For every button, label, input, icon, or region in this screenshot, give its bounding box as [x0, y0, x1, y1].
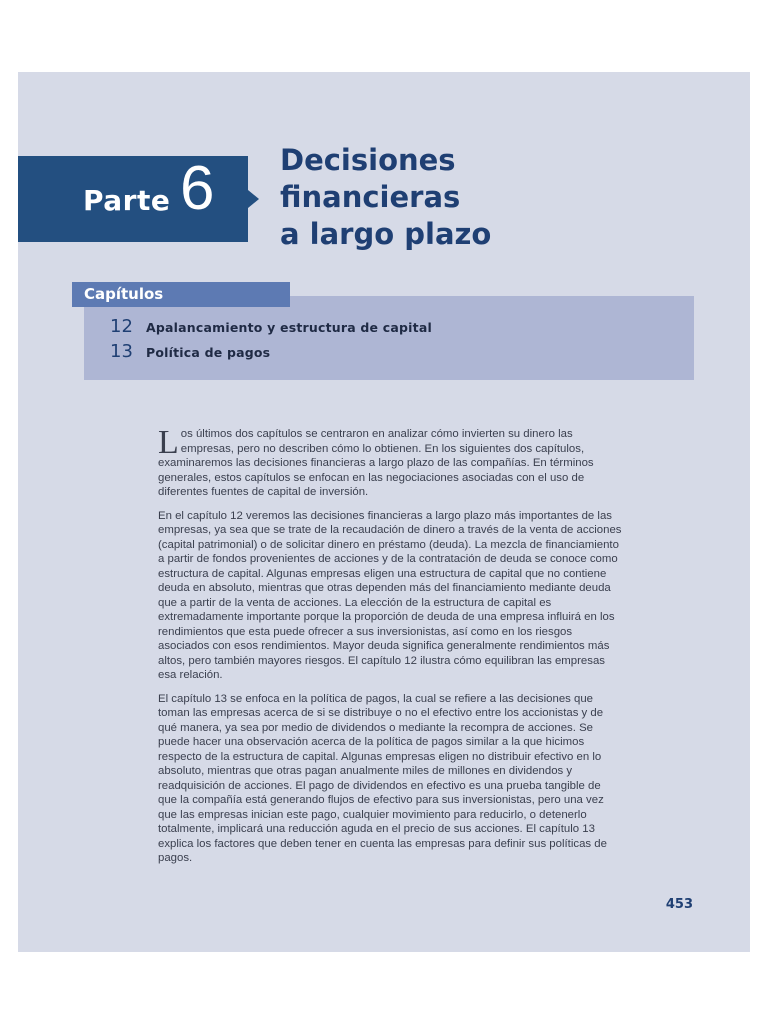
chapter-number: 13 [110, 341, 133, 362]
chapter-title: Apalancamiento y estructura de capital [146, 320, 432, 335]
part-title [280, 142, 491, 253]
page-number: 453 [665, 897, 693, 912]
paragraph: En el capítulo 12 veremos las decisiones financieras a largo plazo más importantes de las empresas, ya sea que se trate de la recaudación de dinero a través de la venta de acciones (capital patrimonial) o de solicitar dinero en préstamo (deuda). La mezcla de financiamiento a partir de fondos provenientes de acciones y de la contratación de deuda se conoce como estructura de capital. Algunas empresas eligen una estructura de capital que no contiene deuda en absoluto, mientras que otras dependen más del financiamiento mediante deuda que a partir de la venta de acciones. La elección de la estructura de capital es extremadamente importante porque la proporción de deuda de una empresa influirá en los rendimientos que esta puede ofrecer a sus inversionistas, así como en los riesgos asociados con esos rendimientos. Mayor deuda significa generalmente rendimientos más altos, pero también mayores riesgos. El capítulo 12 ilustra cómo equilibran las empresas esa relación. [158, 509, 622, 681]
drop-cap: L [158, 424, 179, 461]
part-number: 6 [180, 154, 215, 223]
chapter-number: 12 [110, 316, 133, 337]
intro-text [158, 424, 622, 875]
part-title-line: financieras [280, 180, 461, 214]
part-banner-arrow [248, 190, 259, 208]
part-word: Parte [83, 184, 171, 217]
paragraph: El capítulo 13 se enfoca en la política de pagos, la cual se refiere a las decisiones que toman las empresas acerca de si se distribuye o no el efectivo entre los accionistas y de qué manera, ya sea por medio de dividendos o mediante la recompra de acciones. Se puede hacer una observación acerca de la política de pagos similar a la que hicimos respecto de la estructura de capital. Algunas empresas eligen no distribuir efectivo en lo absoluto, mientras que otras pagan anualmente miles de millones en dividendos y readquisición de acciones. El pago de dividendos en efectivo es una prueba tangible de que la compañía está generando flujos de efectivo para sus inversionistas, pero una vez que las empresas inician este pago, cualquier movimiento para reducirlo, o detenerlo totalmente, implicará una reducción aguda en el precio de sus acciones. El capítulo 13 explica los factores que deben tener en cuenta las empresas para definir sus políticas de pagos. [158, 692, 607, 864]
part-title-line: a largo plazo [280, 217, 492, 251]
chapter-item [110, 341, 270, 362]
paragraph [158, 424, 622, 500]
paragraph-text: os últimos dos capítulos se centraron en analizar cómo invierten su dinero las empresas, pero no describen cómo lo obtienen. En los siguientes dos capítulos, examinaremos las decisiones financieras a largo plazo de las compañías. En términos generales, estos capítulos se enfocan en las negociaciones asociadas con el uso de diferentes fuentes de capital de inversión. [158, 428, 594, 498]
book-page [18, 72, 750, 952]
chapters-box [84, 296, 694, 380]
part-title-line: Decisiones [280, 143, 456, 177]
chapter-item [110, 316, 432, 337]
chapters-label: Capítulos [84, 285, 164, 303]
chapter-title: Política de pagos [146, 345, 271, 360]
